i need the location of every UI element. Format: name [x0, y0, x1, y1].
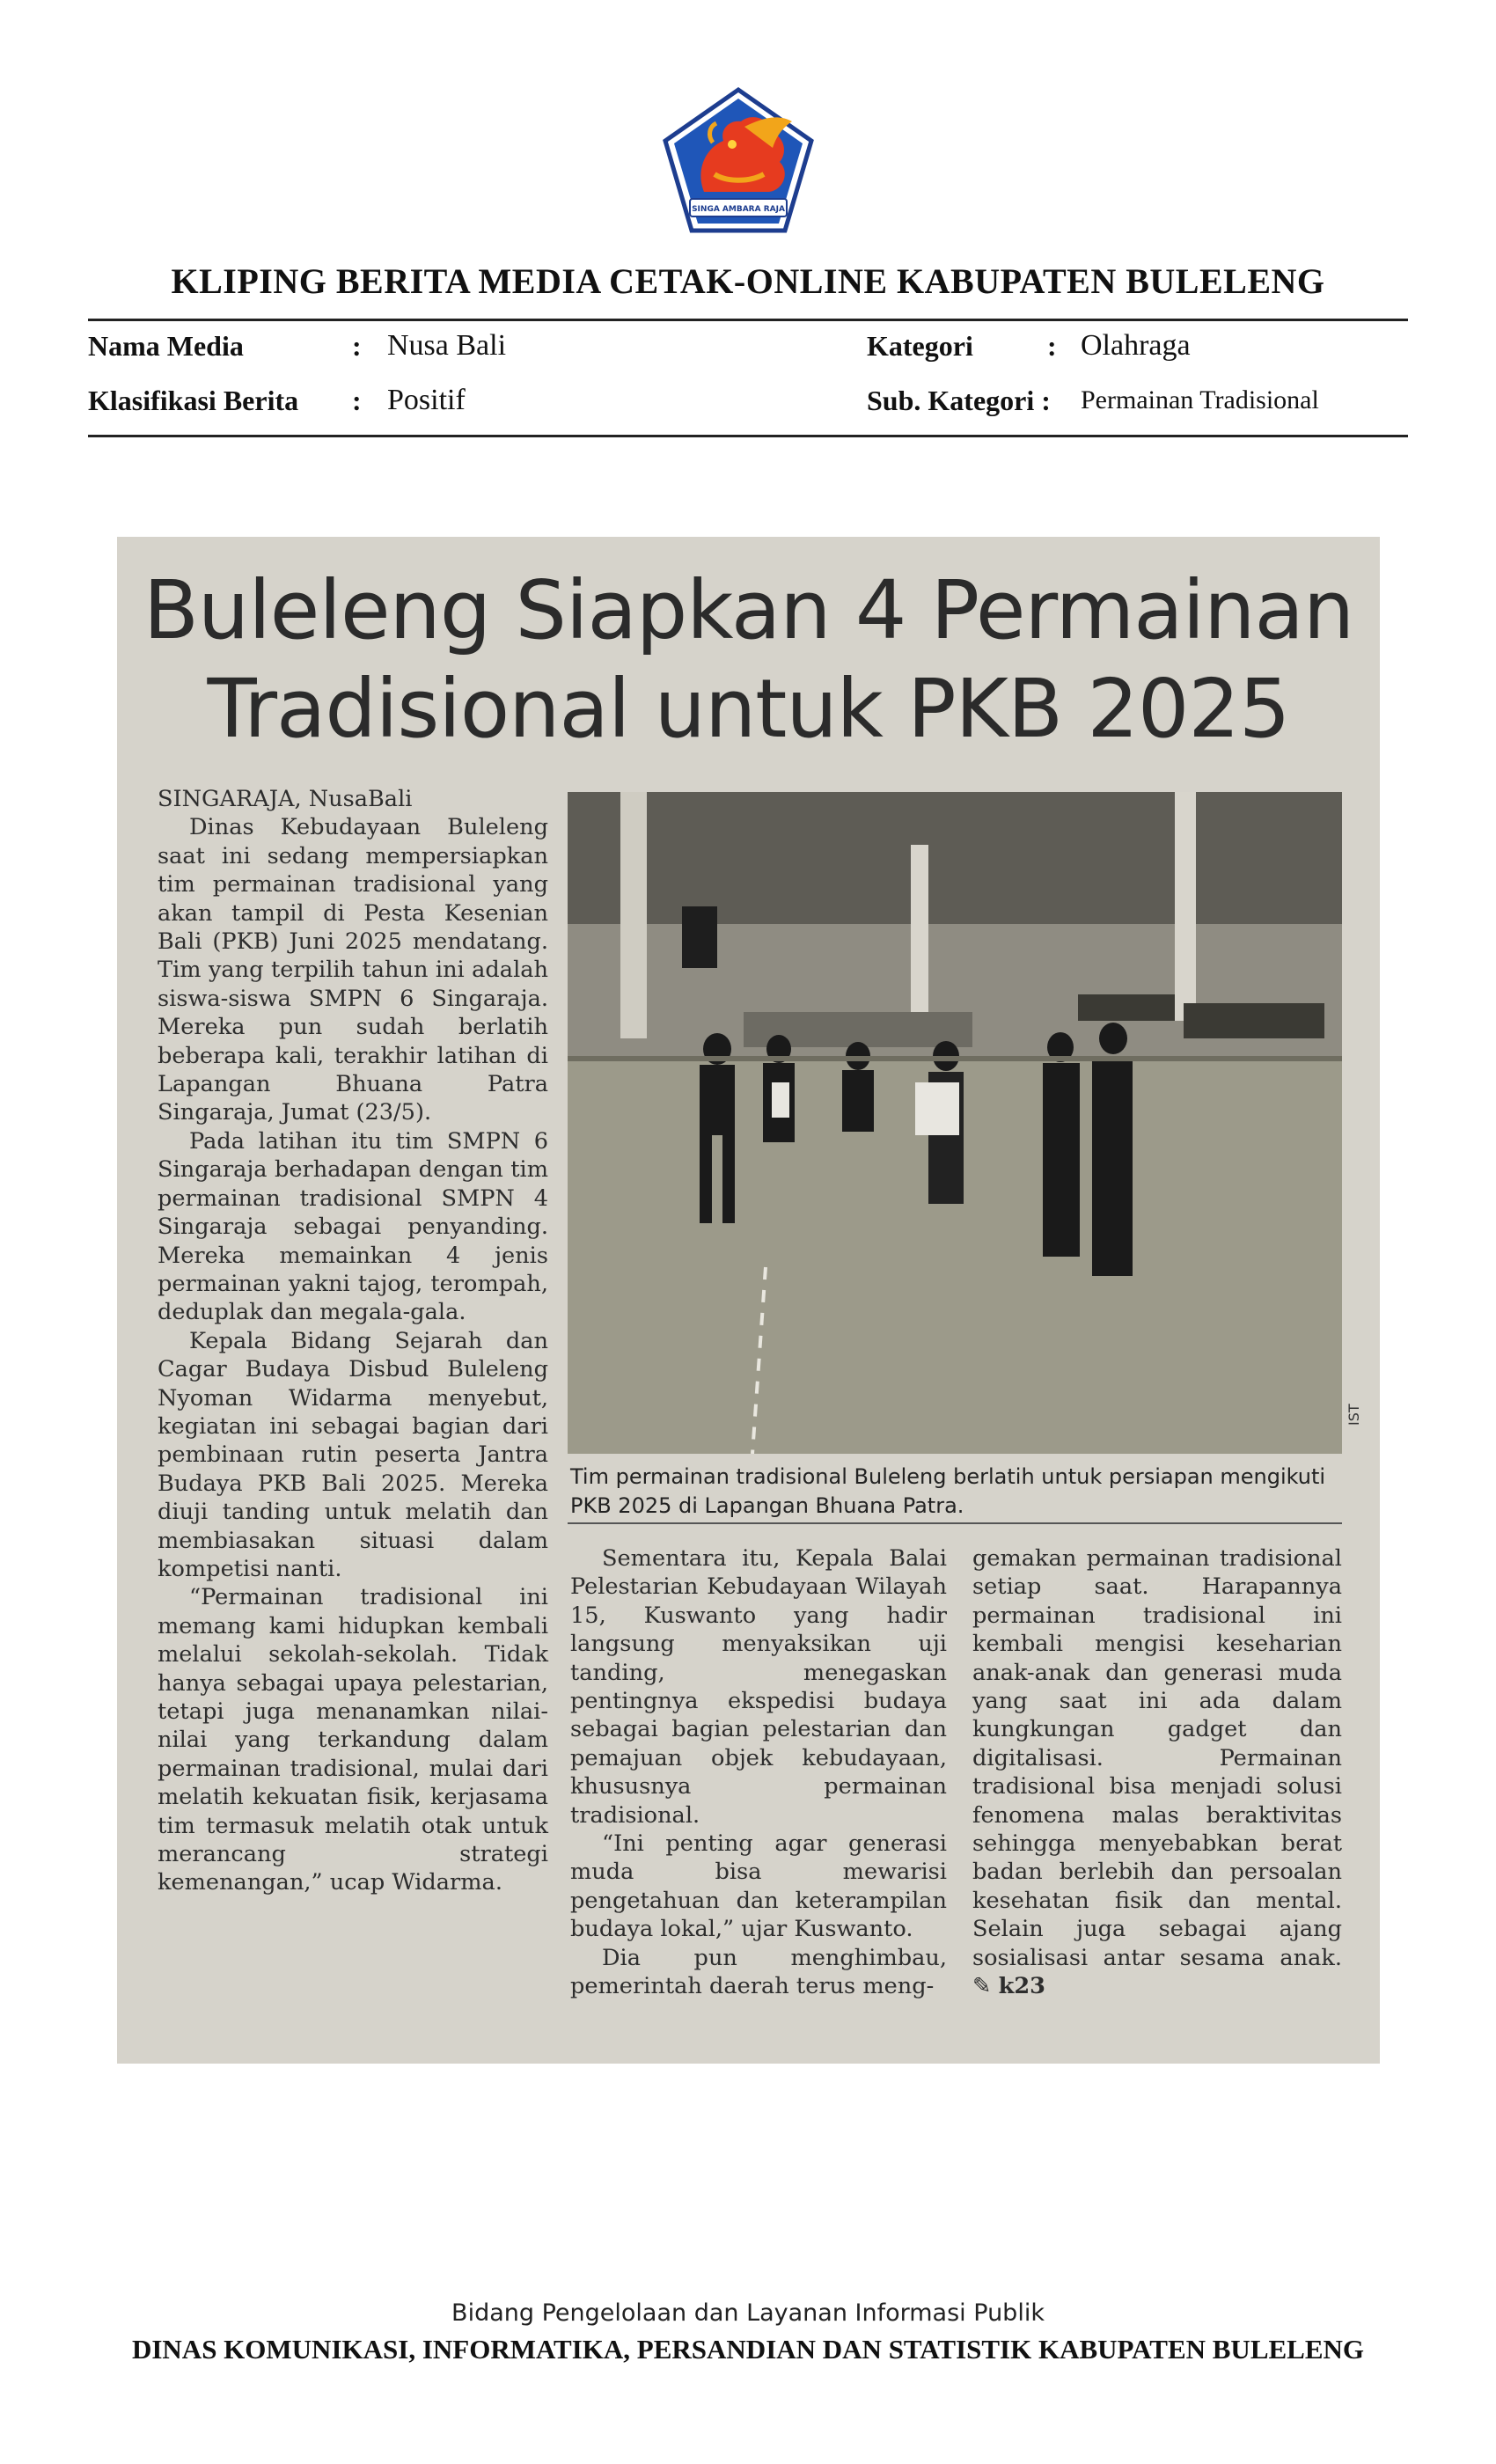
- author-signoff: k23: [998, 1973, 1045, 2000]
- article-paragraph: “Ini penting agar generasi muda bisa mewarisi pengetahuan dan keterampilan budaya lokal,” ujar Kuswanto.: [570, 1830, 947, 1943]
- header-rule-top: [88, 319, 1408, 321]
- nama-media-label: Nama Media: [88, 330, 244, 362]
- article-column-1: [158, 785, 548, 1897]
- article-paragraph: [972, 1544, 1342, 2001]
- kategori-colon: :: [1047, 330, 1057, 362]
- article-dateline: SINGARAJA, NusaBali: [158, 786, 413, 812]
- article-paragraph: Sementara itu, Kepala Balai Pelestarian Kebudayaan Wilayah 15, Kuswanto yang hadir langsung menyaksikan uji tanding, menegaskan pentingnya ekspedisi budaya sebagai bagian pelestarian dan pemajuan objek kebudayaan, khususnya permainan tradisional.: [570, 1545, 947, 1829]
- article-paragraph: Dia pun menghimbau, pemerintah daerah terus meng-: [570, 1944, 947, 2000]
- article-photo: [568, 792, 1342, 1454]
- klasifikasi-label: Klasifikasi Berita: [88, 385, 299, 416]
- photo-credit: IST: [1346, 1404, 1362, 1426]
- document-title: KLIPING BERITA MEDIA CETAK-ONLINE KABUPATEN BULELENG: [171, 261, 1325, 301]
- header-rule-bottom: [88, 435, 1408, 437]
- footer-agency: DINAS KOMUNIKASI, INFORMATIKA, PERSANDIAN DAN STATISTIK KABUPATEN BULELENG: [131, 2334, 1365, 2365]
- article-headline: [117, 561, 1380, 759]
- headline-line-1: Buleleng Siapkan 4 Permainan: [143, 563, 1354, 657]
- article-paragraph: Dinas Kebudayaan Buleleng saat ini sedang mempersiapkan tim permainan tradisional yang akan tampil di Pesta Kesenian Bali (PKB) Juni 2025 mendatang. Tim yang terpilih tahun ini adalah siswa-siswa SMPN 6 Singaraja. Mereka pun sudah berlatih beberapa kali, terakhir latihan di Lapangan Bhuana Patra Singaraja, Jumat (23/5).: [158, 814, 548, 1126]
- article-paragraph: “Permainan tradisional ini memang kami hidupkan kembali melalui sekolah-sekolah. Tidak hanya sebagai upaya pelestarian, tetapi juga menanamkan nilai-nilai yang terkandung dalam permainan tradisional, mulai dari melatih kekuatan fisik, kerjasama tim termasuk melatih otak untuk merancang strategi kemenangan,” ucap Widarma.: [158, 1584, 548, 1896]
- kategori-value: Olahraga: [1081, 329, 1191, 362]
- signoff-icon: ✎: [972, 1973, 999, 2000]
- sub-kategori-label: Sub. Kategori :: [867, 385, 1051, 416]
- article-column-3: [972, 1544, 1342, 2001]
- nama-media-colon: :: [352, 330, 362, 362]
- headline-line-2: Tradisional untuk PKB 2025: [207, 662, 1290, 756]
- klasifikasi-colon: :: [352, 385, 362, 416]
- article-paragraph-text: gemakan permainan tradisional setiap saat. Harapannya permainan tradisional ini kembali mengisi keseharian anak-anak dan generasi muda yang saat ini ada dalam kungkungan gadget dan digitalisasi. Permainan tradisional bisa menjadi solusi fenomena malas beraktivitas sehingga menyebabkan berat badan berlebih dan persoalan kesehatan fisik dan mental. Selain juga sebagai ajang sosialisasi antar sesama anak.: [972, 1545, 1342, 1971]
- article-column-2: [570, 1544, 947, 2001]
- caption-divider: [568, 1522, 1342, 1524]
- klasifikasi-value: Positif: [387, 384, 466, 416]
- logo-text: SINGA AMBARA RAJA: [692, 205, 785, 214]
- buleleng-emblem-logo: [660, 86, 817, 236]
- article-paragraph: Pada latihan itu tim SMPN 6 Singaraja berhadapan dengan tim permainan tradisional SMPN 4 Singaraja sebagai penyanding. Mereka memainkan 4 jenis permainan yakni tajog, terompah, deduplak dan megala-gala.: [158, 1127, 548, 1326]
- footer-department: Bidang Pengelolaan dan Layanan Informasi Publik: [451, 2299, 1045, 2327]
- kategori-label: Kategori: [867, 330, 973, 362]
- newspaper-clipping: [117, 537, 1380, 2064]
- sub-kategori-value: Permainan Tradisional: [1081, 385, 1319, 414]
- nama-media-value: Nusa Bali: [387, 329, 507, 362]
- photo-caption: Tim permainan tradisional Buleleng berlatih untuk persiapan mengikuti PKB 2025 di Lapangan Bhuana Patra.: [570, 1464, 1326, 1518]
- article-paragraph: Kepala Bidang Sejarah dan Cagar Budaya Disbud Buleleng Nyoman Widarma menyebut, kegiatan ini sebagai bagian dari pembinaan rutin peserta Jantra Budaya PKB Bali 2025. Mereka diuji tanding untuk melatih dan membiasakan situasi dalam kompetisi nanti.: [158, 1327, 548, 1582]
